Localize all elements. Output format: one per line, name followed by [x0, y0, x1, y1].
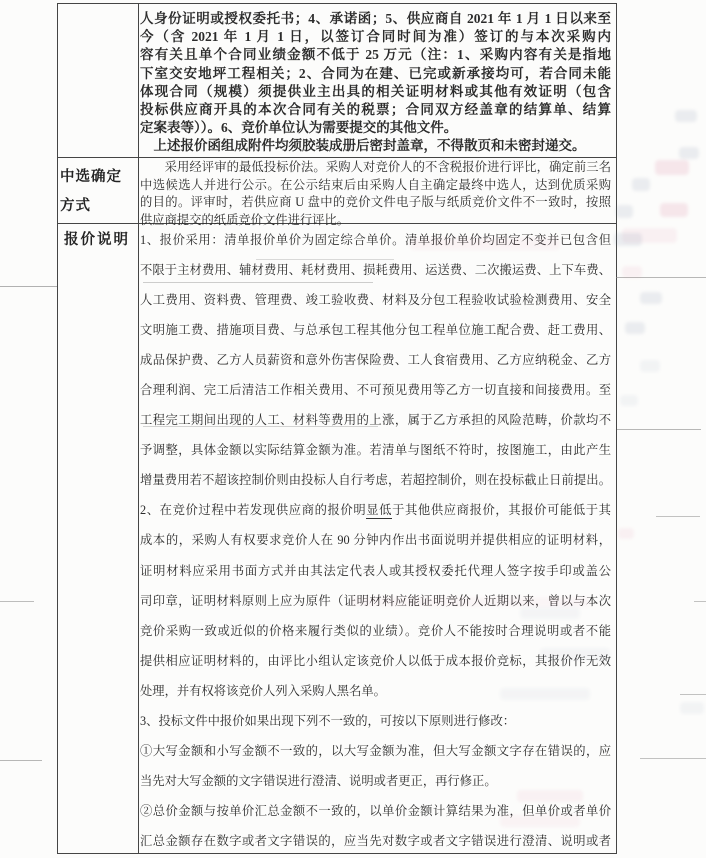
scan-artifact-line — [656, 516, 700, 517]
text-line: 成本的，采购人有权要求竞价人在 90 分钟内作出书面说明并提供相应的证明材料， — [140, 533, 611, 548]
text-line: 3、投标文件中报价如果出现下列不一致的，可按以下原则进行修改： — [140, 713, 516, 728]
text-line: 竞价采购一致或近似的价格来履行类似的业绩）。竞价人不能按时合理说明或者不能 — [140, 623, 611, 638]
scan-artifact-line — [0, 601, 34, 602]
text-line: 合理利润、完工后清洁工作相关费用、不可预见费用等乙方一切直接和间接费用。至 — [140, 383, 611, 398]
text-line: 予调整，具体金额以实际结算金额为准。若清单与图纸不符时，按图施工，由此产生 — [140, 443, 611, 458]
text-line: 投标供应商开具的本次合同有关的税票；合同双方经盖章的结算单、结算 — [140, 101, 611, 117]
text-line: 当先对大写金额的文字错误进行澄清、说明或者更正，再行修正。 — [140, 773, 497, 788]
row-label-quotation-notes: 报价说明 — [64, 232, 130, 248]
text-line: 体现合同（规模）须提供业主出具的相关证明材料或其他有效证明（包含 — [140, 83, 611, 99]
text-line: 下室交安地坪工程相关；2、合同为在建、已完或新承接均可，若合同未能 — [140, 65, 611, 81]
row-content-quotation-notes — [140, 224, 611, 856]
text-line: 不限于主材费用、辅材费用、耗材费用、损耗费用、运送费、二次搬运费、上下车费、 — [140, 263, 611, 278]
text-line: ①大写金额和小写金额不一致的，以大写金额为准，但大写金额文字存在错误的，应 — [140, 743, 611, 758]
row-content-selection-method — [140, 158, 611, 229]
bleed-through-mark — [655, 160, 689, 175]
text-line: 定案表等））。6、竞价单位认为需要提交的其他文件。 — [140, 120, 458, 136]
text-line: 文明施工费、措施项目费、与总承包工程其他分包工程单位施工配合费、赶工费用、 — [140, 323, 611, 338]
text-line: 人身份证明或授权委托书；4、承诺函；5、供应商自 2021 年 1 月 1 日以来至 — [140, 11, 611, 26]
text-line: 成品保护费、乙方人员薪资和意外伤害保险费、工人食宿费用、乙方应纳税金、乙方 — [140, 353, 611, 368]
text-line: 工程完工期间出现的人工、材料等费用的上涨，属于乙方承担的风险范畴，价款均不 — [140, 413, 611, 428]
text-line: 司印章，证明材料原则上应为原件（证明材料应能证明竞价人近期以来，曾以与本次 — [140, 593, 611, 608]
table-border-right — [616, 3, 617, 854]
bleed-through-mark — [614, 233, 642, 246]
text-line: 供应商提交的纸质竞价文件进行评比。 — [140, 212, 350, 227]
bleed-through-mark — [675, 110, 697, 122]
text-line: 处理，并有权将该竞价人列入采购人黑名单。 — [140, 683, 386, 698]
scan-artifact-line — [680, 694, 706, 695]
scan-artifact-line — [616, 277, 706, 278]
row-label-selection-method: 中选确定方式 — [60, 169, 122, 214]
text-line: 中选候选人并进行公示。在公示结束后由采购人自主确定最终中选人，达到优质采购 — [140, 177, 611, 192]
bleed-through-mark — [620, 395, 638, 406]
text-line: 证明材料应采用书面方式并由其法定代表人或其授权委托代理人签字按手印或盖公 — [140, 563, 611, 578]
scan-artifact-line — [0, 286, 57, 287]
bleed-through-mark — [679, 147, 699, 159]
scan-artifact-line — [617, 429, 701, 430]
text-line: ②总价金额与按单价汇总金额不一致的，以单价金额计算结果为准，但单价或者单价 — [140, 803, 611, 818]
text-line: 1、报价采用：清单报价单价为固定综合单价。清单报价单价均固定不变并已包含但 — [140, 233, 611, 247]
bleed-through-mark — [618, 528, 634, 539]
row-content-attachments — [140, 5, 611, 156]
text-line: 汇总金额存在数字或者文字错误的，应当先对数字或者文字错误进行澄清、说明或者 — [140, 833, 611, 848]
text-line: 今（含 2021 年 1 月 1 日，以签订合同时间为准）签订的与本次采购内 — [140, 29, 611, 45]
bleed-through-mark — [622, 266, 642, 278]
text-line: 采用经评审的最低投标价法。采购人对竞价人的不含税报价进行评比，确定前三名 — [164, 160, 611, 174]
text-line: 增量费用若不超该控制价则由投标人自行考虑，若超控制价，则在投标截止日前提出。 — [140, 473, 611, 488]
bleed-through-mark — [616, 205, 633, 218]
scan-artifact-line — [694, 601, 706, 602]
text-line: 人工费用、资料费、管理费、竣工验收费、材料及分包工程验收试验检测费用、安全 — [140, 293, 611, 308]
table-border-left — [57, 3, 58, 854]
scan-artifact-line — [640, 758, 706, 759]
bleed-through-mark — [622, 228, 677, 243]
text-line: 的目的。评审时，若供应商 U 盘中的竞价文件电子版与纸质竞价文件不一致时，按照 — [140, 195, 611, 210]
bleed-through-mark — [660, 203, 688, 217]
text-line: 容有关且单个合同业绩金额不低于 25 万元（注：1、采购内容有关是指地 — [140, 47, 611, 63]
table-border-top — [57, 3, 617, 4]
bleed-through-mark — [640, 292, 662, 304]
bleed-through-mark — [625, 322, 645, 334]
bleed-through-mark — [632, 178, 650, 191]
column-divider — [138, 3, 139, 854]
text-line: 2、在竞价过程中若发现供应商的报价明显低于其他供应商报价，其报价可能低于其 — [140, 503, 611, 518]
bleed-through-mark — [640, 360, 660, 372]
text-line: 提供相应证明材料的，由评比小组认定该竞价人以低于成本报价竞标，其报价作无效 — [140, 653, 611, 668]
bleed-through-mark — [680, 702, 704, 714]
scan-artifact-line — [0, 760, 42, 761]
text-line: 上述报价函组成附件均须胶装成册后密封盖章，不得散页和未密封递交。 — [153, 138, 586, 154]
